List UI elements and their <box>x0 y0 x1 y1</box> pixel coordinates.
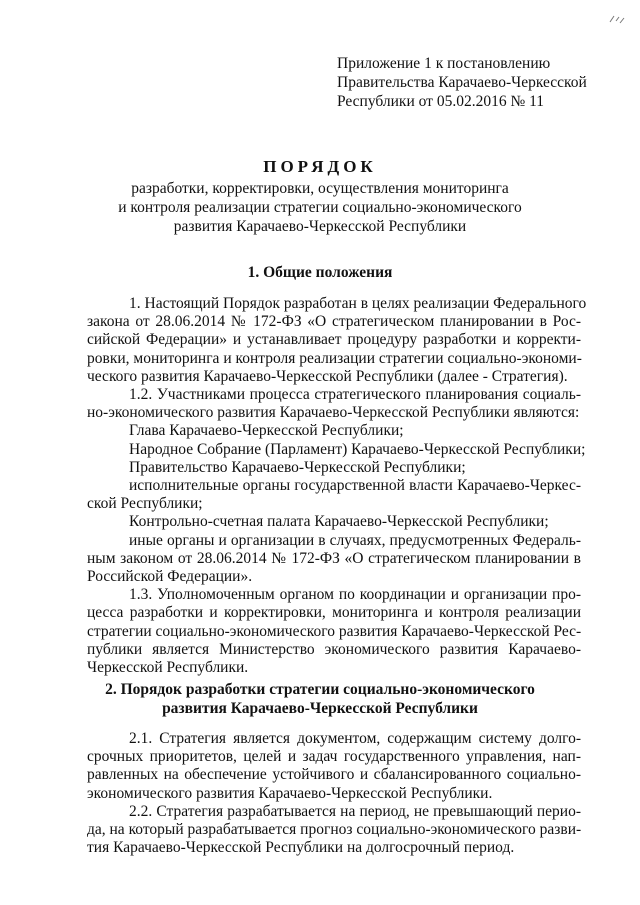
appendix-line: Приложение 1 к постановлению <box>337 55 551 72</box>
text-line: сийской Федерации» и устанавливает процедуру разработки и корректи- <box>87 331 581 349</box>
list-item-other-bodies <box>87 532 581 587</box>
text-line: ской Республики; <box>87 495 203 513</box>
text-line: Глава Карачаево-Черкесской Республики; <box>129 422 404 440</box>
appendix-line: Республики от 05.02.2016 № 11 <box>337 93 545 110</box>
list-item-audit-chamber <box>87 513 581 531</box>
text-line: исполнительные органы государственной власти Карачаево-Черкес- <box>129 477 581 495</box>
text-line: закона от 28.06.2014 № 172-ФЗ «О стратегическом планировании в Рос- <box>87 313 581 331</box>
text-line: 1. Настоящий Порядок разработан в целях реализации Федерального <box>129 295 587 312</box>
section-1-body <box>87 295 587 677</box>
section-heading-text: 2. Порядок разработки стратегии социально-экономического <box>105 681 535 698</box>
section-2-heading <box>60 680 580 718</box>
text-line: Российской Федерации». <box>87 568 253 586</box>
paragraph-1-3 <box>87 586 581 677</box>
appendix-line: Правительства Карачаево-Черкесской <box>337 74 587 91</box>
document-subtitle-line: развития Карачаево-Черкесской Республики <box>173 218 467 235</box>
text-line: срочных приоритетов, целей и задач государственного управления, нап- <box>87 748 581 766</box>
section-heading-text: 1. Общие положения <box>247 264 393 281</box>
corner-scribble-mark <box>608 12 626 26</box>
list-item-government <box>87 459 581 477</box>
text-line: тия Карачаево-Черкесской Республики на долгосрочный период. <box>87 839 515 857</box>
paragraph-2-2 <box>87 803 581 858</box>
text-line: ческого развития Карачаево-Черкесской Республики (далее - Стратегия). <box>87 367 568 385</box>
text-line: Народное Собрание (Парламент) Карачаево-Черкесской Республики; <box>129 440 586 458</box>
text-line: иные органы и организации в случаях, предусмотренных Федераль- <box>129 531 581 549</box>
text-line: Правительство Карачаево-Черкесской Республики; <box>129 458 466 476</box>
document-title-block <box>60 156 580 236</box>
text-line: цесса разработки и корректировки, мониторинга и контроля реализации <box>87 604 581 622</box>
list-item-head <box>87 422 581 440</box>
text-line: да, на который разрабатывается прогноз социально-экономического разви- <box>87 821 582 839</box>
text-line: 2.1. Стратегия является документом, содержащим систему долго- <box>129 730 581 747</box>
text-line: 2.2. Стратегия разрабатывается на период, не превышающий перио- <box>129 802 581 820</box>
text-line: ровки, мониторинга и контроля реализации стратегии социально-экономи- <box>87 349 582 367</box>
text-line: равленных на обеспечение устойчивого и сбалансированного социально- <box>87 766 581 784</box>
section-1-heading <box>60 263 580 282</box>
section-2-body <box>87 730 581 857</box>
paragraph-1-1 <box>87 295 587 386</box>
text-line: Черкесской Республики. <box>87 659 249 677</box>
document-title: ПОРЯДОК <box>263 157 377 176</box>
text-line: ным законом от 28.06.2014 № 172-ФЗ «О стратегическом планировании в <box>87 549 581 567</box>
list-item-parliament <box>87 440 586 459</box>
text-line: Контрольно-счетная палата Карачаево-Черкесской Республики; <box>129 513 549 531</box>
text-line: стратегии социально-экономического развития Карачаево-Черкесской Рес- <box>87 622 582 640</box>
text-line: экономического развития Карачаево-Черкесской Республики. <box>87 784 493 802</box>
text-line: публики является Министерство экономического развития Карачаево- <box>87 640 581 658</box>
document-subtitle-line: разработки, корректировки, осуществления мониторинга <box>131 180 509 197</box>
text-line: 1.3. Уполномоченным органом по координации и организации про- <box>129 586 581 604</box>
list-item-executive-bodies <box>87 477 581 513</box>
paragraph-1-2 <box>87 386 581 422</box>
text-line: но-экономического развития Карачаево-Черкесской Республики являются: <box>87 404 580 422</box>
section-heading-text: развития Карачаево-Черкесской Республики <box>162 700 478 717</box>
paragraph-2-1 <box>87 730 581 803</box>
document-subtitle-line: и контроля реализации стратегии социально-экономического <box>118 199 522 216</box>
text-line: 1.2. Участниками процесса стратегического планирования социаль- <box>129 386 581 404</box>
appendix-reference <box>337 54 587 111</box>
